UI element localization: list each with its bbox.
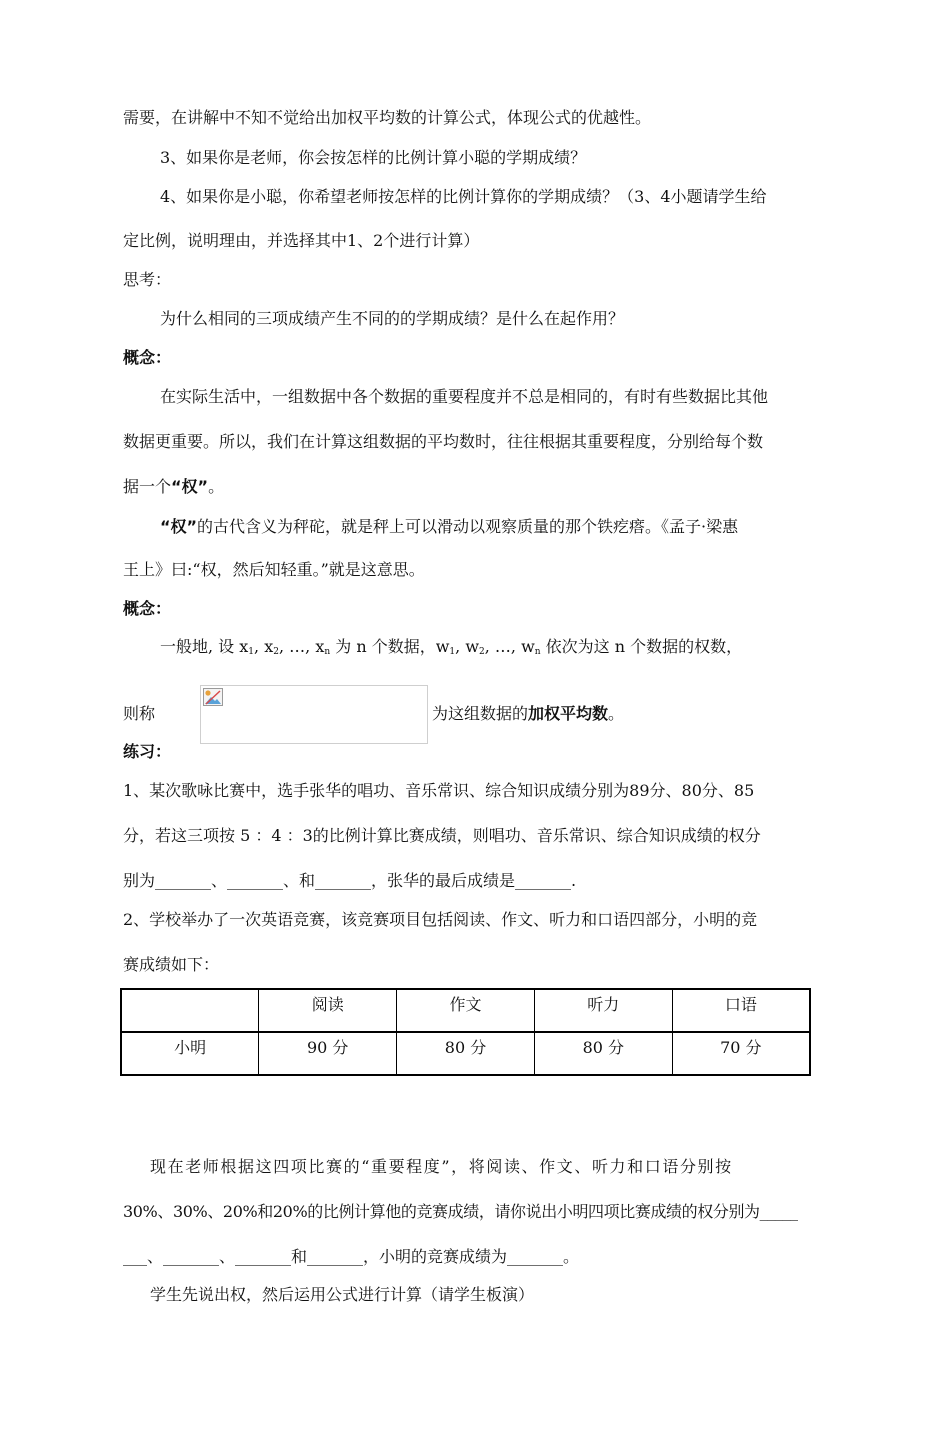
text-line: 1、某次歌咏比赛中，选手张华的唱功、音乐常识、综合知识成绩分别为89分、80分、85 [123, 781, 755, 800]
table-cell: 作文 [397, 989, 535, 1032]
text-line: 2、学校举办了一次英语竞赛，该竞赛项目包括阅读、作文、听力和口语四部分，小明的竞 [123, 910, 758, 929]
subscript: 2 [479, 647, 485, 657]
table-header-row [121, 989, 810, 1032]
text-span: 依次为这 n 个数据的权数， [540, 637, 743, 656]
text-span: , …, x [278, 637, 325, 656]
subscript: 2 [273, 647, 279, 657]
bold-term: “权” [160, 517, 198, 536]
text-line: 思考： [123, 270, 172, 289]
text-line: 在实际生活中，一组数据中各个数据的重要程度并不总是相同的，有时有些数据比其他 [160, 387, 769, 406]
text-line: 学生先说出权，然后运用公式进行计算（请学生板演） [150, 1285, 535, 1304]
text-line: 现在老师根据这四项比赛的“重要程度”，将阅读、作文、听力和口语分别按 [150, 1157, 733, 1176]
table-cell [121, 989, 259, 1032]
text-line: 定比例，说明理由，并选择其中1、2个进行计算） [123, 231, 480, 250]
section-heading: 概念： [123, 348, 172, 367]
table-cell: 70 分 [672, 1032, 810, 1075]
section-heading: 概念： [123, 599, 172, 618]
text-span: , …, w [484, 637, 535, 656]
bold-term: 加权平均数 [528, 704, 609, 723]
text-line: 王上》曰:“权，然后知轻重。”就是这意思。 [123, 560, 425, 579]
text-line: 4、如果你是小聪，你希望老师按怎样的比例计算你的学期成绩？（3、4小题请学生给 [160, 187, 767, 206]
table-cell: 80 分 [397, 1032, 535, 1075]
text-line: 别为_______、_______、和_______，张华的最后成绩是_______. [123, 871, 577, 890]
text-line: ___、_______、_______和_______，小明的竞赛成绩为_______。 [123, 1247, 580, 1266]
text-line: 分，若这三项按 5 ：4 ：3的比例计算比赛成绩，则唱功、音乐常识、综合知识成绩的权分 [123, 826, 761, 845]
section-heading: 练习： [123, 742, 172, 761]
text-line: 为什么相同的三项成绩产生不同的的学期成绩？是什么在起作用？ [160, 309, 625, 328]
broken-image-icon [203, 688, 223, 706]
text-line [432, 704, 624, 724]
subscript: n [324, 647, 331, 657]
subscript: 1 [449, 647, 456, 657]
table-cell: 90 分 [259, 1032, 397, 1075]
text-line [160, 517, 738, 537]
text-span: 。 [608, 704, 625, 723]
text-span: 据一个 [123, 477, 172, 496]
text-line [123, 477, 224, 497]
text-line: 则称 [123, 704, 156, 723]
score-table [120, 988, 811, 1076]
subscript: n [534, 647, 541, 657]
text-span: , w [455, 637, 480, 656]
text-line: 数据更重要。所以，我们在计算这组数据的平均数时，往往根据其重要程度，分别给每个数 [123, 432, 764, 451]
text-line: 30%、30%、20%和20%的比例计算他的竞赛成绩，请你说出小明四项比赛成绩的权分别为_____ [123, 1202, 798, 1221]
text-span: , x [254, 637, 274, 656]
table-cell: 听力 [534, 989, 672, 1032]
subscript: 1 [248, 647, 255, 657]
text-span: 。 [208, 477, 225, 496]
text-line: 3、如果你是老师，你会按怎样的比例计算小聪的学期成绩？ [160, 148, 587, 167]
text-line [160, 637, 742, 662]
table-row [121, 1032, 810, 1075]
table-cell: 80 分 [534, 1032, 672, 1075]
table-cell: 阅读 [259, 989, 397, 1032]
formula-image [200, 685, 428, 744]
table-cell: 口语 [672, 989, 810, 1032]
text-span: 一般地, 设 x [160, 637, 249, 656]
text-span: 的古代含义为秤砣，就是秤上可以滑动以观察质量的那个铁疙瘩。《孟子·梁惠 [197, 517, 739, 536]
bold-term: “权” [171, 477, 209, 496]
text-line: 赛成绩如下： [123, 955, 220, 974]
text-span: 为这组数据的 [432, 704, 529, 723]
text-line: 需要，在讲解中不知不觉给出加权平均数的计算公式，体现公式的优越性。 [123, 108, 652, 127]
text-span: 为 n 个数据，w [330, 637, 450, 656]
table-cell: 小明 [121, 1032, 259, 1075]
